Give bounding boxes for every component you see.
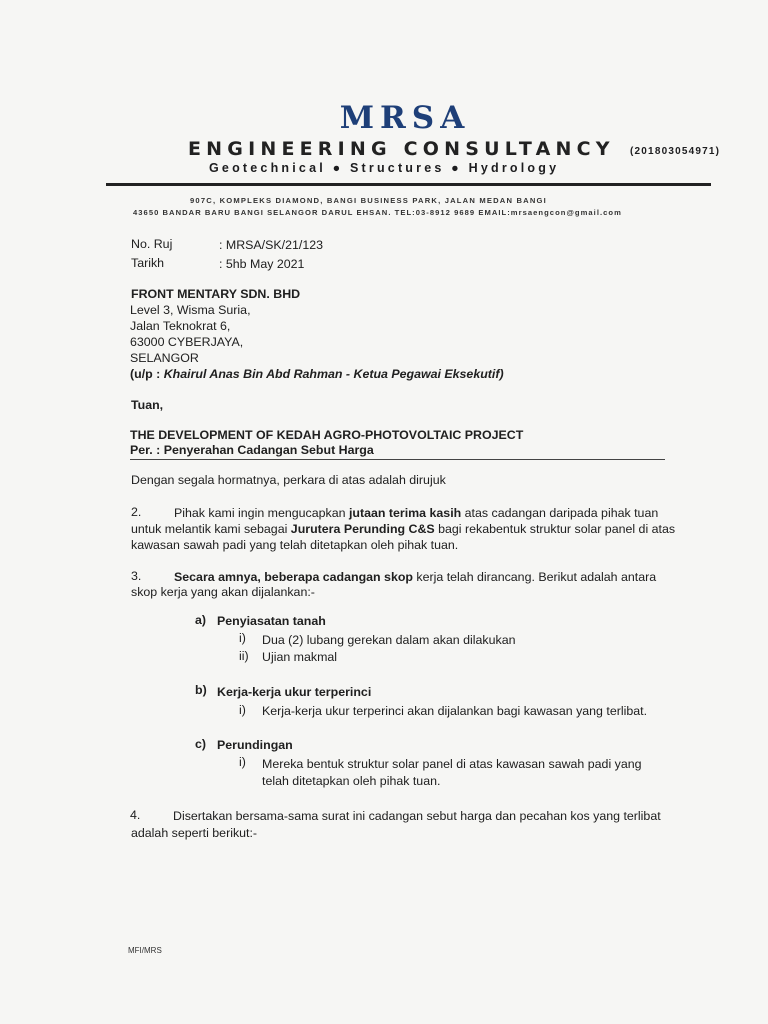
recipient-address-line: Jalan Teknokrat 6, bbox=[130, 319, 231, 333]
scope-a-ii-number: ii) bbox=[239, 649, 249, 663]
subject-underline bbox=[130, 459, 665, 460]
recipient-address-line: 63000 CYBERJAYA, bbox=[130, 335, 244, 349]
para2-text: bagi rekabentuk struktur solar panel di atas bbox=[434, 522, 676, 536]
scope-b-i-number: i) bbox=[239, 703, 246, 717]
para4-line-1: Disertakan bersama-sama surat ini cadangan sebut harga dan pecahan kos yang terlibat bbox=[173, 809, 661, 823]
subject-per: Per. : Penyerahan Cadangan Sebut Harga bbox=[130, 443, 374, 457]
para2-line-2 bbox=[131, 521, 675, 538]
para3-number: 3. bbox=[131, 569, 142, 583]
attention-prefix: (u/p : bbox=[130, 367, 164, 381]
scope-c-i-number: i) bbox=[239, 755, 246, 769]
ref-value: : MRSA/SK/21/123 bbox=[219, 238, 323, 252]
recipient-name: FRONT MENTARY SDN. BHD bbox=[131, 287, 301, 301]
specialties-line: Geotechnical ● Structures ● Hydrology bbox=[209, 161, 560, 175]
para2-text: Pihak kami ingin mengucapkan bbox=[174, 506, 349, 520]
para2-bold: Jurutera Perunding C&S bbox=[290, 522, 435, 536]
footer-reference: MFI/MRS bbox=[128, 946, 162, 955]
recipient-address-line: SELANGOR bbox=[130, 351, 199, 365]
letterhead-divider bbox=[106, 183, 711, 186]
scope-b-title: Kerja-kerja ukur terperinci bbox=[217, 685, 372, 699]
registration-number: (201803054971) bbox=[630, 146, 721, 157]
address-line-2: 43650 BANDAR BARU BANGI SELANGOR DARUL EHSAN. TEL:03-8912 9689 EMAIL:mrsaengcon@gmail.com bbox=[133, 208, 622, 217]
recipient-address-line: Level 3, Wisma Suria, bbox=[130, 303, 251, 317]
scope-c-label: c) bbox=[195, 737, 207, 751]
scope-a-title: Penyiasatan tanah bbox=[217, 614, 326, 628]
para2-text: untuk melantik kami sebagai bbox=[131, 522, 291, 536]
scope-a-i-text: Dua (2) lubang gerekan dalam akan dilakukan bbox=[262, 633, 516, 647]
scope-c-title: Perundingan bbox=[217, 738, 293, 752]
subject-title: THE DEVELOPMENT OF KEDAH AGRO-PHOTOVOLTAIC PROJECT bbox=[130, 428, 524, 442]
para3-line-2: skop kerja yang akan dijalankan:- bbox=[131, 585, 315, 599]
date-label: Tarikh bbox=[131, 256, 165, 270]
attention-line bbox=[130, 366, 504, 383]
scope-a-label: a) bbox=[195, 613, 207, 627]
date-value: : 5hb May 2021 bbox=[219, 257, 305, 271]
address-line-1: 907C, KOMPLEKS DIAMOND, BANGI BUSINESS PARK, JALAN MEDAN BANGI bbox=[190, 196, 547, 205]
company-logo-text: MRSA bbox=[339, 100, 471, 136]
scope-c-i-text-1: Mereka bentuk struktur solar panel di atas kawasan sawah padi yang bbox=[262, 757, 642, 771]
para3-text: kerja telah dirancang. Berikut adalah antara bbox=[412, 570, 657, 584]
attention-name: Khairul Anas Bin Abd Rahman - Ketua Pegawai Eksekutif) bbox=[163, 367, 504, 381]
scope-c-i-text-2: telah ditetapkan oleh pihak tuan. bbox=[262, 774, 441, 788]
para2-text: atas cadangan daripada pihak tuan bbox=[461, 506, 659, 520]
para3-bold: Secara amnya, beberapa cadangan skop bbox=[174, 570, 413, 584]
para2-line-3: kawasan sawah padi yang telah ditetapkan oleh pihak tuan. bbox=[131, 538, 459, 552]
company-subtitle: ENGINEERING CONSULTANCY bbox=[188, 138, 615, 160]
scope-b-label: b) bbox=[195, 683, 207, 697]
para4-number: 4. bbox=[130, 808, 141, 822]
intro-paragraph: Dengan segala hormatnya, perkara di atas adalah dirujuk bbox=[131, 473, 446, 487]
salutation: Tuan, bbox=[131, 398, 164, 412]
scope-a-i-number: i) bbox=[239, 631, 246, 645]
para2-number: 2. bbox=[131, 505, 142, 519]
scope-b-i-text: Kerja-kerja ukur terperinci akan dijalankan bagi kawasan yang terlibat. bbox=[262, 704, 648, 718]
para4-line-2: adalah seperti berikut:- bbox=[131, 826, 258, 840]
ref-label: No. Ruj bbox=[131, 237, 173, 251]
para2-line-1 bbox=[174, 505, 658, 522]
para2-bold: jutaan terima kasih bbox=[348, 506, 462, 520]
scope-a-ii-text: Ujian makmal bbox=[262, 650, 338, 664]
